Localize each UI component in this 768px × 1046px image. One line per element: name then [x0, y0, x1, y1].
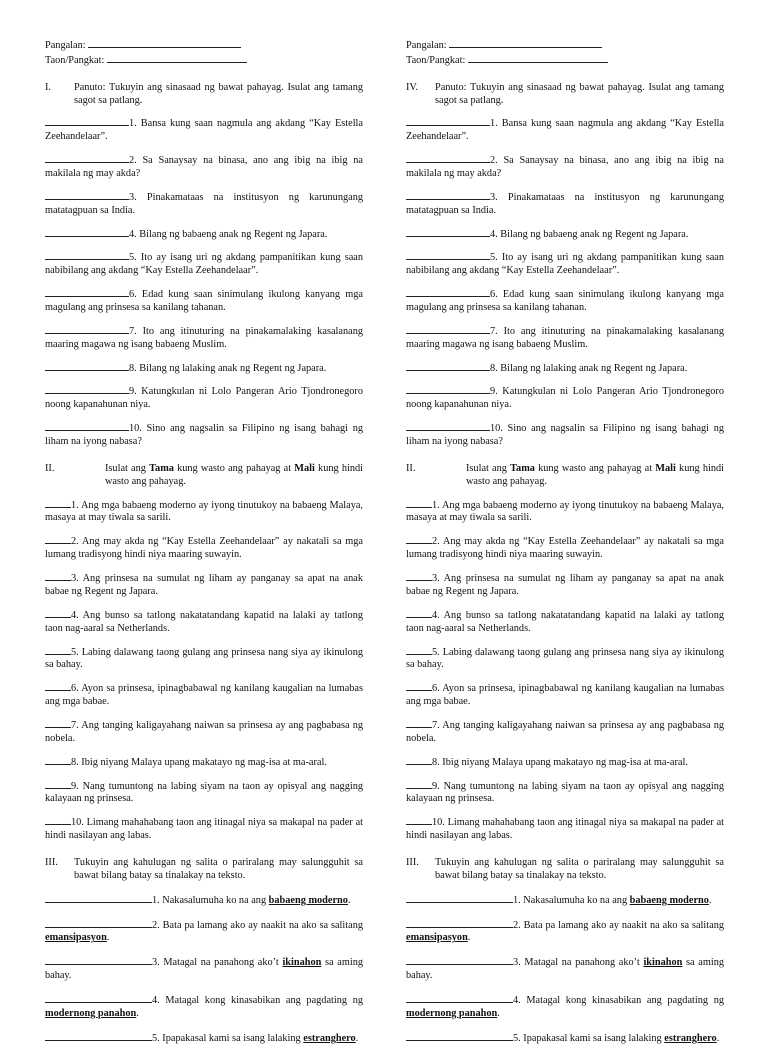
part1-instruction	[406, 82, 724, 108]
identification-item	[406, 116, 724, 144]
worksheet-column-right	[406, 38, 724, 1046]
item-text: 9. Katungkulan ni Lolo Pangeran Ario Tjondronegoro noong kapanahunan niya.	[45, 386, 363, 411]
meaning-list	[45, 893, 363, 1046]
answer-blank[interactable]	[406, 421, 490, 431]
truefalse-item	[45, 534, 363, 562]
identification-item	[45, 190, 363, 218]
identification-item	[45, 250, 363, 278]
truefalse-item	[45, 718, 363, 746]
item-text: 2. Sa Sanaysay na binasa, ano ang ibig na ibig na makilala ng may akda?	[406, 155, 724, 180]
meaning-item	[45, 918, 363, 946]
answer-blank[interactable]	[45, 534, 71, 544]
section-field[interactable]	[468, 53, 608, 63]
part1-instruction-text: Panuto: Tukuyin ang sinasaad ng bawat pahayag. Isulat ang tamang sagot sa patlang.	[74, 81, 363, 106]
item-text: 8. Bilang ng lalaking anak ng Regent ng Japara.	[129, 362, 327, 374]
part1-number: IV.	[406, 81, 419, 93]
tama-word: Tama	[510, 462, 535, 474]
identification-item	[406, 421, 724, 449]
answer-blank[interactable]	[406, 324, 490, 334]
answer-blank[interactable]	[406, 227, 490, 237]
name-label: Pangalan:	[406, 40, 450, 51]
identification-item	[406, 250, 724, 278]
item-text: 3. Ang prinsesa na sumulat ng liham ay panganay sa apat na anak babae ng Regent ng Japara.	[406, 573, 724, 597]
part3-instruction	[406, 857, 724, 883]
answer-blank[interactable]	[45, 779, 71, 789]
item-text-end: .	[497, 1007, 500, 1019]
truefalse-item	[406, 815, 724, 843]
item-text: 5. Ipapakasal kami sa isang lalaking	[152, 1032, 304, 1044]
item-text: 1. Bansa kung saan nagmula ang akdang “Kay Estella Zeehandelaar”.	[45, 118, 363, 143]
answer-blank[interactable]	[45, 815, 71, 825]
worksheet-column-left	[45, 38, 363, 1046]
section-line	[406, 53, 724, 68]
answer-blank[interactable]	[406, 287, 490, 297]
answer-blank[interactable]	[406, 608, 432, 618]
item-text: 7. Ang tanging kaligayahang naiwan sa prinsesa ay ang pagbabasa ng nobela.	[406, 719, 724, 744]
item-text: 6. Edad kung saan sinimulang ikulong kanyang mga magulang ang prinsesa sa kanilang tahanan.	[406, 289, 724, 314]
answer-blank[interactable]	[406, 384, 490, 394]
answer-blank[interactable]	[406, 190, 490, 200]
truefalse-item	[406, 681, 724, 709]
item-text: 2. Bata pa lamang ako ay naakit na ako sa salitang	[513, 919, 724, 931]
identification-item	[45, 384, 363, 412]
truefalse-item	[406, 498, 724, 526]
identification-item	[45, 153, 363, 181]
item-text: 7. Ito ang itinuturing na pinakamalaking kasalanang maaring magawa ng isang babaeng Muslim.	[45, 325, 363, 350]
answer-blank[interactable]	[45, 681, 71, 691]
answer-blank[interactable]	[45, 645, 71, 655]
underlined-word: ikinahon	[643, 957, 683, 969]
truefalse-item	[45, 571, 363, 599]
answer-blank[interactable]	[45, 608, 71, 618]
part2-instruction-text	[466, 463, 724, 489]
answer-blank[interactable]	[45, 421, 129, 431]
meaning-item	[406, 918, 724, 946]
item-text: 1. Bansa kung saan nagmula ang akdang “Kay Estella Zeehandelaar”.	[406, 118, 724, 143]
item-text: 1. Ang mga babaeng moderno ay iyong tinutukoy na babaeng Malaya, masaya at may tiwala sa sarili.	[45, 499, 363, 524]
item-text-end: .	[347, 894, 351, 906]
identification-item	[45, 287, 363, 315]
instr-a: Isulat ang	[466, 462, 511, 474]
meaning-item	[406, 1031, 724, 1046]
underlined-word: emansipasyon	[406, 932, 468, 944]
part1-instruction-text: Panuto: Tukuyin ang sinasaad ng bawat pahayag. Isulat ang tamang sagot sa patlang.	[435, 81, 724, 106]
answer-blank[interactable]	[45, 361, 129, 371]
section-label: Taon/Pangkat:	[406, 54, 468, 66]
underlined-word: modernong panahon	[45, 1007, 137, 1019]
answer-blank[interactable]	[406, 918, 513, 928]
item-text: 6. Ayon sa prinsesa, ipinagbabawal ng kanilang kaugalian na lumabas ang mga babae.	[406, 683, 724, 708]
part1-number: I.	[45, 81, 52, 93]
truefalse-item	[406, 718, 724, 746]
truefalse-list	[45, 498, 363, 843]
instr-b: kung wasto ang pahayag at	[173, 462, 295, 474]
part3-number: III.	[45, 856, 58, 868]
section-field[interactable]	[107, 53, 247, 63]
item-text: 10. Sino ang nagsalin sa Filipino ng isang bahagi ng liham na iyong nabasa?	[45, 423, 363, 448]
answer-blank[interactable]	[406, 779, 432, 789]
truefalse-item	[45, 608, 363, 636]
answer-blank[interactable]	[45, 993, 152, 1003]
section-label: Taon/Pangkat:	[45, 54, 107, 66]
item-text: 6. Ayon sa prinsesa, ipinagbabawal ng kanilang kaugalian na lumabas ang mga babae.	[45, 683, 363, 708]
answer-blank[interactable]	[45, 498, 71, 508]
mali-word: Mali	[294, 462, 315, 474]
part3-instruction-text: Tukuyin ang kahulugan ng salita o pariralang may salungguhit sa bawat bilang batay sa tinalakay na teksto.	[74, 856, 363, 881]
part2-instruction	[406, 463, 724, 489]
item-text: 3. Ang prinsesa na sumulat ng liham ay panganay sa apat na anak babae ng Regent ng Japara.	[45, 573, 363, 597]
part3-instruction-text: Tukuyin ang kahulugan ng salita o pariralang may salungguhit sa bawat bilang batay sa tinalakay na teksto.	[435, 856, 724, 881]
item-text: 2. Bata pa lamang ako ay naakit na ako sa salitang	[152, 919, 363, 931]
truefalse-item	[45, 681, 363, 709]
answer-blank[interactable]	[406, 955, 513, 965]
meaning-item	[45, 955, 363, 983]
item-text-end: .	[467, 932, 471, 944]
item-text: 7. Ito ang itinuturing na pinakamalaking kasalanang maaring magawa ng isang babaeng Muslim.	[406, 325, 724, 350]
identification-item	[406, 384, 724, 412]
item-text-end: .	[355, 1032, 359, 1044]
item-text-end: sa aming bahay.	[45, 957, 363, 982]
truefalse-item	[406, 571, 724, 599]
truefalse-item	[45, 779, 363, 807]
answer-blank[interactable]	[45, 571, 71, 581]
item-text: 4. Matagal kong kinasabikan ang pagdating ng	[152, 994, 363, 1006]
tama-word: Tama	[149, 462, 174, 474]
identification-item	[45, 361, 363, 376]
item-text: 4. Bilang ng babaeng anak ng Regent ng Japara.	[490, 228, 689, 240]
truefalse-item	[406, 755, 724, 770]
part2-number: II.	[45, 462, 55, 474]
identification-item	[406, 324, 724, 352]
name-field[interactable]	[449, 38, 602, 48]
truefalse-item	[406, 779, 724, 807]
item-text-end: .	[708, 894, 712, 906]
underlined-word: emansipasyon	[45, 932, 107, 944]
answer-blank[interactable]	[45, 227, 129, 237]
item-text-end: .	[136, 1007, 139, 1019]
answer-blank[interactable]	[406, 815, 432, 825]
identification-item	[406, 361, 724, 376]
item-text-end: sa aming bahay.	[406, 957, 724, 982]
item-text: 5. Labing dalawang taong gulang ang prinsesa nang siya ay ikinulong sa bahay.	[45, 646, 363, 671]
part2-instruction-text	[105, 463, 363, 489]
answer-blank[interactable]	[406, 534, 432, 544]
answer-blank[interactable]	[406, 993, 513, 1003]
truefalse-item	[406, 608, 724, 636]
item-text: 7. Ang tanging kaligayahang naiwan sa prinsesa ay ang pagbabasa ng nobela.	[45, 719, 363, 744]
underlined-word: babaeng moderno	[629, 894, 709, 906]
truefalse-item	[406, 645, 724, 673]
answer-blank[interactable]	[406, 893, 513, 903]
part3-number: III.	[406, 856, 419, 868]
item-text: 5. Ito ay isang uri ng akdang pampanitikan kung saan nabibilang ang akdang “Kay Estella Zeehandelaar”.	[45, 252, 363, 277]
truefalse-item	[45, 815, 363, 843]
answer-blank[interactable]	[406, 718, 432, 728]
instr-c: kung hindi wasto ang pahayag.	[466, 462, 724, 487]
item-text: 1. Nakasalumuha ko na ang	[152, 894, 269, 906]
item-text: 2. Ang may akda ng “Kay Estella Zeehandelaar” ay nakatali sa mga lumang tradisyong hindi niya maaring suwayin.	[406, 536, 724, 561]
identification-item	[406, 190, 724, 218]
answer-blank[interactable]	[406, 1031, 513, 1041]
identification-item	[45, 227, 363, 242]
meaning-item	[406, 993, 724, 1021]
part1-instruction	[45, 82, 363, 108]
identification-item	[406, 153, 724, 181]
underlined-word: modernong panahon	[406, 1007, 498, 1019]
item-text: 9. Nang tumuntong na labing siyam na taon ay opisyal ang nagging kalayaan ng prinsesa.	[45, 780, 363, 805]
identification-item	[45, 324, 363, 352]
part2-number: II.	[406, 462, 416, 474]
answer-blank[interactable]	[45, 324, 129, 334]
item-text: 3. Pinakamataas na institusyon ng karunungang matatagpuan sa India.	[45, 191, 363, 216]
item-text: 1. Ang mga babaeng moderno ay iyong tinutukoy na babaeng Malaya, masaya at may tiwala sa sarili.	[406, 499, 724, 524]
truefalse-item	[45, 755, 363, 770]
section-line	[45, 53, 363, 68]
meaning-item	[45, 993, 363, 1021]
item-text: 9. Nang tumuntong na labing siyam na taon ay opisyal ang nagging kalayaan ng prinsesa.	[406, 780, 724, 805]
name-field[interactable]	[88, 38, 241, 48]
answer-blank[interactable]	[45, 893, 152, 903]
item-text: 3. Matagal na panahong ako’t	[152, 957, 283, 969]
item-text: 4. Ang bunso sa tatlong nakatatandang kapatid na lalaki ay tatlong taon nag-aaral sa Netherlands.	[406, 609, 724, 634]
truefalse-list	[406, 498, 724, 843]
item-text: 4. Bilang ng babaeng anak ng Regent ng Japara.	[129, 228, 328, 240]
meaning-item	[45, 1031, 363, 1046]
answer-blank[interactable]	[406, 755, 432, 765]
instr-a: Isulat ang	[105, 462, 150, 474]
item-text: 5. Ito ay isang uri ng akdang pampanitikan kung saan nabibilang ang akdang “Kay Estella Zeehandelaar”.	[406, 252, 724, 277]
mali-word: Mali	[655, 462, 676, 474]
answer-blank[interactable]	[406, 116, 490, 126]
answer-blank[interactable]	[45, 287, 129, 297]
name-line	[45, 38, 363, 53]
item-text: 2. Ang may akda ng “Kay Estella Zeehandelaar” ay nakatali sa mga lumang tradisyong hindi niya maaring suwayin.	[45, 536, 363, 561]
underlined-word: estranghero	[664, 1032, 717, 1044]
item-text: 1. Nakasalumuha ko na ang	[513, 894, 630, 906]
instr-c: kung hindi wasto ang pahayag.	[105, 462, 363, 487]
meaning-item	[406, 893, 724, 908]
name-line	[406, 38, 724, 53]
truefalse-item	[45, 498, 363, 526]
item-text: 10. Limang mahahabang taon ang itinagal niya sa makapal na pader at hindi nasilayan ang labas.	[45, 817, 363, 842]
answer-blank[interactable]	[406, 571, 432, 581]
answer-blank[interactable]	[45, 1031, 152, 1041]
truefalse-item	[45, 645, 363, 673]
item-text: 8. Ibig niyang Malaya upang makatayo ng mag-isa at ma-aral.	[432, 756, 688, 768]
answer-blank[interactable]	[406, 153, 490, 163]
item-text: 5. Ipapakasal kami sa isang lalaking	[513, 1032, 665, 1044]
answer-blank[interactable]	[45, 755, 71, 765]
answer-blank[interactable]	[406, 645, 432, 655]
answer-blank[interactable]	[45, 955, 152, 965]
item-text: 10. Sino ang nagsalin sa Filipino ng isang bahagi ng liham na iyong nabasa?	[406, 423, 724, 448]
underlined-word: estranghero	[303, 1032, 356, 1044]
item-text-end: .	[106, 932, 110, 944]
item-text: 3. Matagal na panahong ako’t	[513, 957, 644, 969]
truefalse-item	[406, 534, 724, 562]
answer-blank[interactable]	[406, 498, 432, 508]
item-text: 10. Limang mahahabang taon ang itinagal niya sa makapal na pader at hindi nasilayan ang labas.	[406, 817, 724, 842]
item-text: 8. Bilang ng lalaking anak ng Regent ng Japara.	[490, 362, 688, 374]
item-text-end: .	[716, 1032, 720, 1044]
underlined-word: babaeng moderno	[268, 894, 348, 906]
answer-blank[interactable]	[45, 153, 129, 163]
answer-blank[interactable]	[45, 116, 129, 126]
identification-item	[406, 227, 724, 242]
answer-blank[interactable]	[406, 361, 490, 371]
item-text: 4. Ang bunso sa tatlong nakatatandang kapatid na lalaki ay tatlong taon nag-aaral sa Netherlands.	[45, 609, 363, 634]
identification-item	[45, 421, 363, 449]
identification-item	[45, 116, 363, 144]
answer-blank[interactable]	[45, 918, 152, 928]
item-text: 3. Pinakamataas na institusyon ng karunungang matatagpuan sa India.	[406, 191, 724, 216]
item-text: 6. Edad kung saan sinimulang ikulong kanyang mga magulang ang prinsesa sa kanilang tahanan.	[45, 289, 363, 314]
item-text: 4. Matagal kong kinasabikan ang pagdating ng	[513, 994, 724, 1006]
identification-item	[406, 287, 724, 315]
answer-blank[interactable]	[45, 384, 129, 394]
name-label: Pangalan:	[45, 40, 89, 51]
answer-blank[interactable]	[406, 250, 490, 260]
answer-blank[interactable]	[406, 681, 432, 691]
part3-instruction	[45, 857, 363, 883]
item-text: 9. Katungkulan ni Lolo Pangeran Ario Tjondronegoro noong kapanahunan niya.	[406, 386, 724, 411]
instr-b: kung wasto ang pahayag at	[534, 462, 656, 474]
answer-blank[interactable]	[45, 190, 129, 200]
answer-blank[interactable]	[45, 250, 129, 260]
item-text: 5. Labing dalawang taong gulang ang prinsesa nang siya ay ikinulong sa bahay.	[406, 646, 724, 671]
item-text: 2. Sa Sanaysay na binasa, ano ang ibig na ibig na makilala ng may akda?	[45, 155, 363, 180]
meaning-list	[406, 893, 724, 1046]
part2-instruction	[45, 463, 363, 489]
answer-blank[interactable]	[45, 718, 71, 728]
meaning-item	[45, 893, 363, 908]
meaning-item	[406, 955, 724, 983]
item-text: 8. Ibig niyang Malaya upang makatayo ng mag-isa at ma-aral.	[71, 756, 327, 768]
underlined-word: ikinahon	[282, 957, 322, 969]
